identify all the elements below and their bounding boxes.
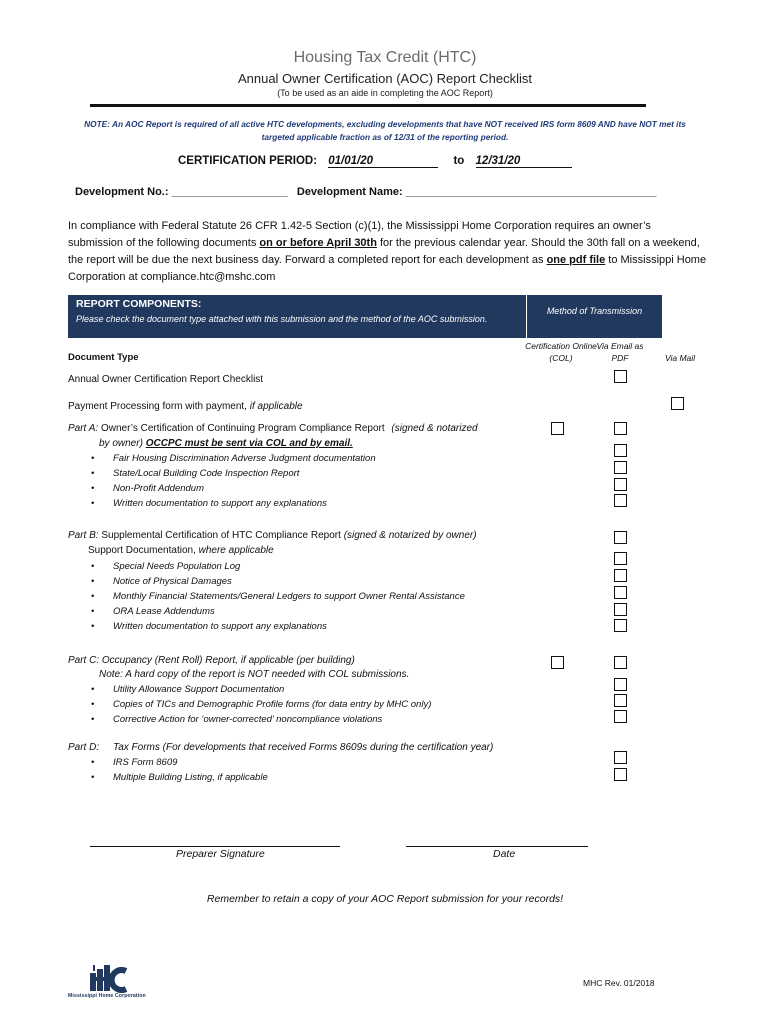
certification-label: CERTIFICATION PERIOD: <box>178 155 318 167</box>
logo-text: Mississippi Home Corporation <box>68 993 146 999</box>
list-item: • Non-Profit Addendum <box>91 483 205 494</box>
part-a-occpc-line: by owner) OCCPC must be sent via COL and by email. <box>99 438 353 449</box>
col-via-mail: Via Mail <box>664 353 696 363</box>
retain-reminder: Remember to retain a copy of your AOC Report submission for your records! <box>206 893 564 905</box>
checkbox-partb-email[interactable] <box>614 531 627 544</box>
list-item: • Notice of Physical Damages <box>91 576 232 587</box>
development-name-field[interactable]: Development Name: _________________________________________ <box>296 186 657 198</box>
list-item: • Copies of TICs and Demographic Profile forms (for data entry by MHC only) <box>91 699 432 710</box>
checkbox-parta-item1[interactable] <box>614 444 627 457</box>
part-d-title: Tax Forms (For developments that received Forms 8609s during the certification year) <box>113 742 494 753</box>
part-c-note: Note: A hard copy of the report is NOT needed with COL submissions. <box>99 669 410 680</box>
certification-to-field[interactable]: 12/31/20 <box>476 155 572 168</box>
checkbox-partc-item2[interactable] <box>614 694 627 707</box>
checkbox-partc-email[interactable] <box>614 656 627 669</box>
part-d-list <box>91 755 268 785</box>
checkbox-parta-email[interactable] <box>614 422 627 435</box>
list-item: • IRS Form 8609 <box>91 757 178 768</box>
checkbox-partd-item2[interactable] <box>614 768 627 781</box>
date-line[interactable] <box>406 846 588 847</box>
pdf-text: one pdf file <box>546 254 606 266</box>
checkbox-partb-item5[interactable] <box>614 619 627 632</box>
checkbox-parta-item3[interactable] <box>614 478 627 491</box>
checkbox-partc-item3[interactable] <box>614 710 627 723</box>
part-d-label: Part D: <box>68 742 100 753</box>
report-components-header: REPORT COMPONENTS: Please check the document type attached with this submission and the method of the AOC submission. <box>68 295 526 338</box>
certification-period <box>178 155 572 168</box>
development-line <box>75 186 657 198</box>
checkbox-aoc-email[interactable] <box>614 370 627 383</box>
method-of-transmission-header: Method of Transmission <box>527 295 662 338</box>
checkbox-partc-item1[interactable] <box>614 678 627 691</box>
checkbox-partb-item2[interactable] <box>614 569 627 582</box>
checkbox-parta-item2[interactable] <box>614 461 627 474</box>
deadline-text: on or before April 30th <box>259 237 377 249</box>
part-c-title: Part C: Occupancy (Rent Roll) Report, if applicable (per building) <box>68 655 355 666</box>
occpc-instruction: OCCPC must be sent via COL and by email. <box>145 438 353 449</box>
row-aoc-checklist: Annual Owner Certification Report Checklist <box>68 374 264 385</box>
list-item: • Written documentation to support any explanations <box>91 498 327 509</box>
checkbox-partd-item1[interactable] <box>614 751 627 764</box>
part-c-list <box>91 682 432 727</box>
col-via-email: Via Email as PDF <box>596 341 644 363</box>
mhc-logo <box>68 963 164 1003</box>
checkbox-payment-mail[interactable] <box>671 397 684 410</box>
part-a-list <box>91 451 376 511</box>
aide-note: (To be used as an aide in completing the AOC Report) <box>277 88 493 98</box>
checkbox-partb-item1[interactable] <box>614 552 627 565</box>
preparer-signature-label: Preparer Signature <box>176 848 265 860</box>
row-payment: Payment Processing form with payment, if applicable <box>68 401 303 412</box>
document-title: Housing Tax Credit (HTC) <box>293 49 477 66</box>
certification-from-field[interactable]: 01/01/20 <box>328 155 438 168</box>
aoc-note: NOTE: An AOC Report is required of all active HTC developments, excluding developments that have NOT received IRS form 8609 AND have NOT met its targeted applicable fraction as of 12/31 of the reporting period. <box>84 119 686 142</box>
list-item: • Fair Housing Discrimination Adverse Judgment documentation <box>91 453 376 464</box>
col-certification-online: Certification Online (COL) <box>525 341 597 363</box>
revision-label: MHC Rev. 01/2018 <box>583 978 655 988</box>
list-item: • Corrective Action for ‘owner-corrected’ noncompliance violations <box>91 714 383 725</box>
checkbox-partb-item3[interactable] <box>614 586 627 599</box>
compliance-paragraph: In compliance with Federal Statute 26 CFR 1.42-5 Section (c)(1), the Mississippi Home Corporation requires an owner’s submission of the following documents on or before April 30th for the previous calendar year. Should the 30th fall on a weekend, the report will be due the next business day. Forward a completed report for each development as one pdf file to Mississippi Home Corporation at compliance.htc@mshc.com <box>68 220 707 283</box>
part-b-list <box>91 559 465 634</box>
list-item: • ORA Lease Addendums <box>91 606 215 617</box>
list-item: • Multiple Building Listing, if applicable <box>91 772 268 783</box>
certification-to-label: to <box>453 155 465 167</box>
list-item: • State/Local Building Code Inspection Report <box>91 468 300 479</box>
development-no-field[interactable]: Development No.: ___________________ <box>75 186 288 198</box>
mhc-logo-icon <box>68 963 134 993</box>
checkbox-partc-col[interactable] <box>551 656 564 669</box>
date-label: Date <box>493 848 516 860</box>
preparer-signature-line[interactable] <box>90 846 340 847</box>
list-item: • Utility Allowance Support Documentation <box>91 684 285 695</box>
list-item: • Monthly Financial Statements/General Ledgers to support Owner Rental Assistance <box>91 591 465 602</box>
part-b-title: Part B: Supplemental Certification of HTC Compliance Report (signed & notarized by owner) <box>68 530 477 541</box>
checkbox-partb-item4[interactable] <box>614 603 627 616</box>
list-item: • Written documentation to support any explanations <box>91 621 327 632</box>
title-divider <box>90 104 646 107</box>
checkbox-parta-col[interactable] <box>551 422 564 435</box>
checkbox-parta-item4[interactable] <box>614 494 627 507</box>
part-a-title: Part A: Owner’s Certification of Continuing Program Compliance Report (signed & notarized <box>68 423 478 434</box>
document-type-heading: Document Type <box>68 352 139 363</box>
part-b-support: Support Documentation, where applicable <box>88 545 274 556</box>
document-subtitle: Annual Owner Certification (AOC) Report Checklist <box>237 71 533 86</box>
list-item: • Special Needs Population Log <box>91 561 241 572</box>
